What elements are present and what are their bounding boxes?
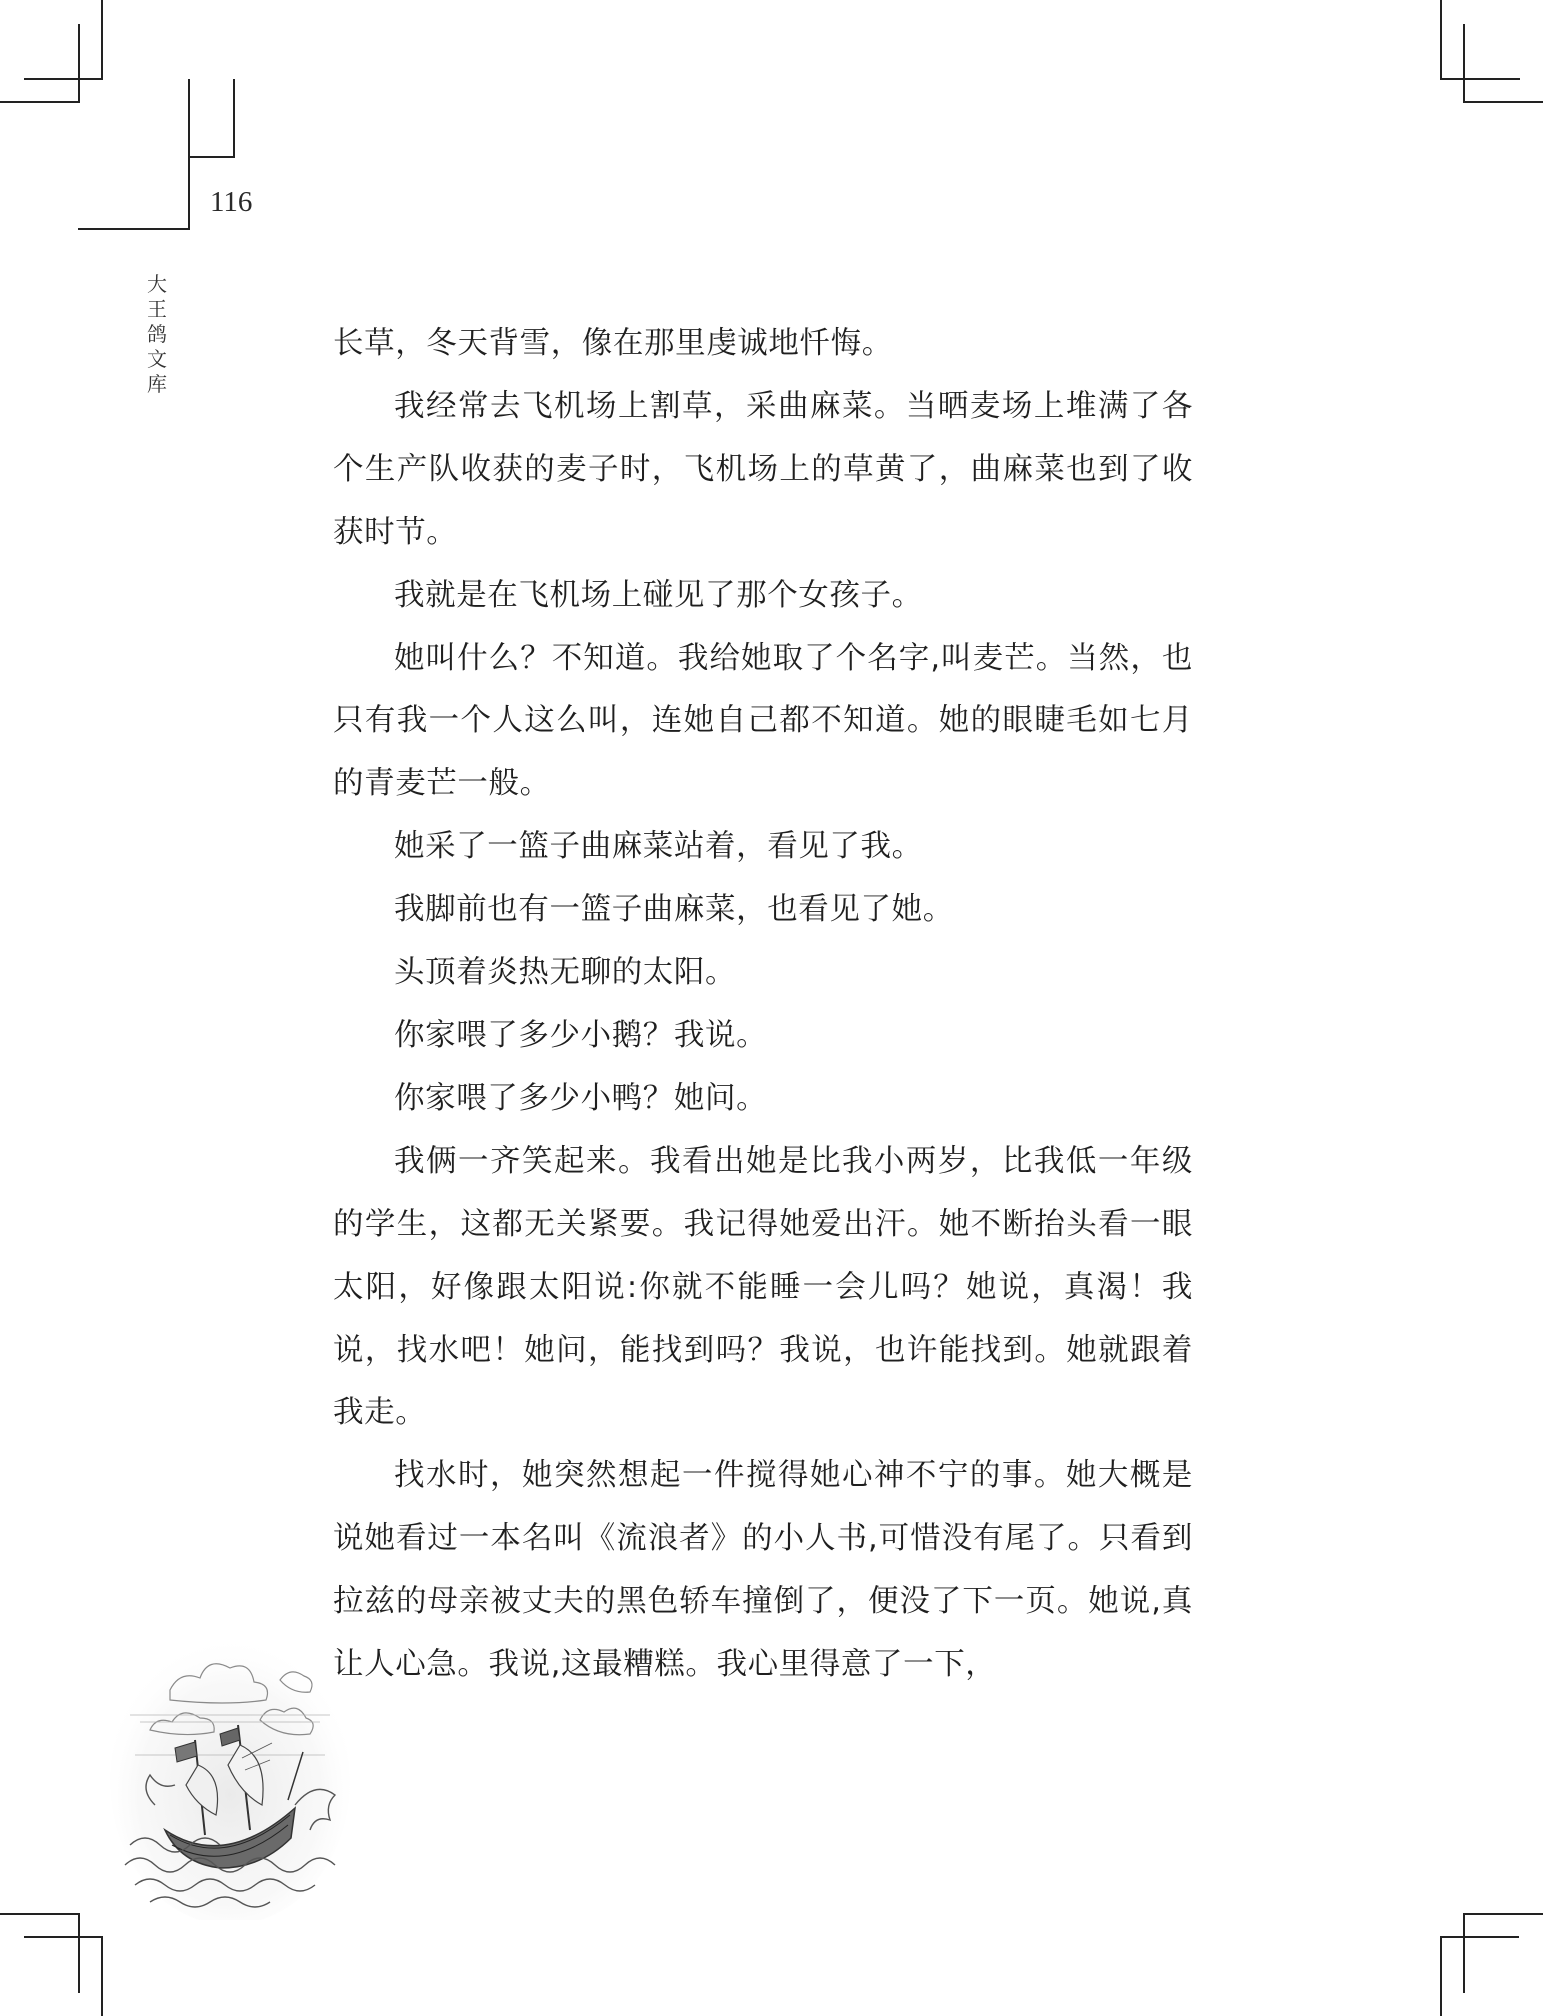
paragraph: 我脚前也有一篮子曲麻菜，也看见了她。 — [394, 892, 954, 928]
paragraph: 你家喂了多少小鹅？我说。 — [394, 1017, 768, 1053]
paragraph: 长草，冬天背雪，像在那里虔诚地忏悔。 — [333, 326, 893, 361]
paragraph: 她叫什么？不知道。我给她取了个名字,叫麦芒。当然，也只有我一个人这么叫，连她自己都不知道。她的眼睫毛如七月的青麦芒一般。 — [333, 640, 1193, 802]
paragraph: 我经常去飞机场上割草，采曲麻菜。当晒麦场上堆满了各个生产队收获的麦子时，飞机场上的草黄了，曲麻菜也到了收获时节。 — [333, 388, 1193, 550]
paragraph: 她采了一篮子曲麻菜站着，看见了我。 — [394, 829, 923, 865]
crop-mark-bottom-right-v1 — [1463, 1913, 1465, 1993]
header-frame-h-mid — [188, 156, 235, 158]
crop-mark-bottom-left-h2 — [24, 1936, 103, 1938]
crop-mark-top-left-v2 — [78, 24, 80, 103]
series-title: 大王鸽文库 — [147, 272, 167, 396]
header-frame-v-left — [188, 79, 190, 230]
crop-mark-bottom-left-v2 — [101, 1936, 103, 2016]
crop-mark-top-left-h1 — [24, 78, 103, 80]
crop-mark-bottom-left-v1 — [78, 1913, 80, 1993]
paragraph: 找水时，她突然想起一件搅得她心神不宁的事。她大概是说她看过一本名叫《流浪者》的小人书,可惜没有尾了。只看到拉兹的母亲被丈夫的黑色轿车撞倒了，便没了下一页。她说,真让人心急。我说,这最糟糕。我心里得意了一下， — [333, 1458, 1193, 1683]
crop-mark-top-left-v1 — [101, 0, 103, 79]
crop-mark-top-right-h2 — [1463, 101, 1543, 103]
crop-mark-bottom-right-h2 — [1440, 1936, 1519, 1938]
body-text — [333, 313, 1193, 1697]
header-frame-v-right — [233, 79, 235, 158]
crop-mark-top-right-h1 — [1440, 78, 1520, 80]
crop-mark-top-right-v2 — [1463, 24, 1465, 103]
paragraph: 你家喂了多少小鸭？她问。 — [394, 1080, 768, 1116]
paragraph: 我就是在飞机场上碰见了那个女孩子。 — [394, 577, 923, 613]
crop-mark-bottom-right-v2 — [1440, 1936, 1442, 2016]
ship-illustration — [110, 1630, 350, 1920]
header-frame-h-bottom — [78, 228, 190, 230]
crop-mark-bottom-right-h1 — [1463, 1913, 1543, 1915]
crop-mark-bottom-left-h1 — [0, 1913, 80, 1915]
paragraph: 我俩一齐笑起来。我看出她是比我小两岁，比我低一年级的学生，这都无关紧要。我记得她爱出汗。她不断抬头看一眼太阳，好像跟太阳说:你就不能睡一会儿吗？她说，真渴！我说，找水吧！她问，能找到吗？我说，也许能找到。她就跟着我走。 — [333, 1143, 1193, 1431]
crop-mark-top-right-v1 — [1440, 0, 1442, 79]
paragraph: 头顶着炎热无聊的太阳。 — [394, 955, 737, 991]
page-number: 116 — [210, 186, 253, 218]
crop-mark-top-left-h2 — [0, 101, 80, 103]
